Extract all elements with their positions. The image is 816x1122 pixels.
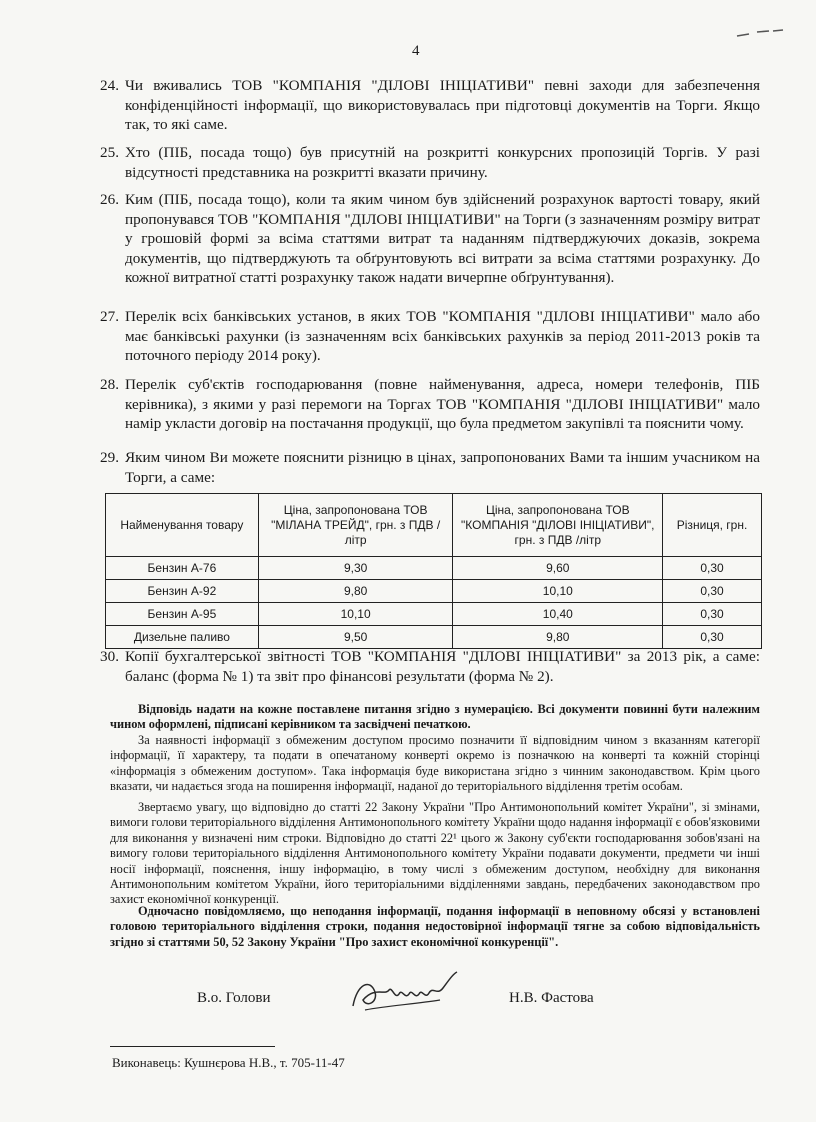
cell-price-milana: 9,80 [258, 580, 453, 603]
notice-paragraph-1: За наявності інформації з обмеженим доступом просимо позначити її відповідним чином з вказанням категорії інформації, її характеру, та подати в опечатаному конверті окремо із позначкою на конверті та кожній сторінці «інформація з обмеженим доступом». Така інформація буде використана згідно з чинним законодавством. Крім цього вказати, чи надається згода на поширення інформації, наданої до територіального відділення третім особам. [110, 733, 760, 794]
question-30: 30. Копії бухгалтерської звітності ТОВ "КОМПАНІЯ "ДІЛОВІ ІНІЦІАТИВИ" за 2013 рік, а саме: баланс (форма № 1) та звіт про фінансові результати (форма № 2). [100, 648, 760, 685]
cell-difference: 0,30 [663, 580, 762, 603]
question-26: 26. Ким (ПІБ, посада тощо), коли та яким чином був здійснений розрахунок вартості товару, який пропонувався ТОВ "КОМПАНІЯ "ДІЛОВІ ІНІЦІАТИВИ" на Торги (з зазначенням розміру витрат у грошовій формі за всіма статтями витрат та наданням підтверджуючих доказів, зокрема документів, що підтверджують та обґрунтовують всі витрати за всіма статтями розрахунку. До кожної витратної статті розрахунку також надати вичерпне обґрунтування). [100, 191, 760, 286]
cell-price-dilovi: 9,80 [453, 626, 663, 649]
notice-paragraph-2: Звертаємо увагу, що відповідно до статті 22 Закону України "Про Антимонопольний комітет України", зі змінами, вимоги голови територіального відділення Антимонопольного комітету України щодо надання інформації є обов'язковими для виконання у визначені ним строки. Відповідно до статті 22¹ цього ж Закону суб'єкти господарювання зобов'язані на вимогу голови територіального відділення Антимонопольного комітету України подавати документи, предмети чи інші носії інформації, пояснення, іншу інформацію, в тому числі з обмеженим доступом, необхідну для виконання Антимонопольним комітетом України, його територіальними відділеннями завдань, передбачених законодавством про захист економічної конкуренції. [110, 800, 760, 907]
executor-info: Виконавець: Кушнєрова Н.В., т. 705-11-47 [112, 1055, 345, 1070]
page-number: 4 [412, 43, 420, 59]
signatory-name: Н.В. Фастова [509, 990, 594, 1006]
cell-product: Бензин А-76 [106, 557, 259, 580]
question-25: 25. Хто (ПІБ, посада тощо) був присутній на розкритті конкурсних пропозицій Торгів. У разі відсутності представника на розкритті вказати причину. [100, 144, 760, 181]
table-row [106, 557, 762, 580]
table-header-row [106, 494, 762, 557]
cell-price-milana: 9,50 [258, 626, 453, 649]
cell-price-dilovi: 9,60 [453, 557, 663, 580]
cell-difference: 0,30 [663, 557, 762, 580]
question-27: 27. Перелік всіх банківських установ, в яких ТОВ "КОМПАНІЯ "ДІЛОВІ ІНІЦІАТИВИ" мало або має банківські рахунки (із зазначенням всіх банківських рахунків за період 2011-2013 років та поточного періоду 2014 року). [100, 308, 760, 364]
notice-bold-intro: Відповідь надати на кожне поставлене питання згідно з нумерацією. Всі документи повинні бути належним чином оформлені, підписані керівником та засвідчені печаткою. [110, 702, 760, 732]
cell-difference: 0,30 [663, 626, 762, 649]
cell-price-milana: 10,10 [258, 603, 453, 626]
question-29: 29. Яким чином Ви можете пояснити різницю в цінах, запропонованих Вами та іншим учасником на Торги, а саме: [100, 449, 760, 486]
cell-product: Бензин А-92 [106, 580, 259, 603]
header-difference: Різниця, грн. [663, 494, 762, 557]
notice-bold-outro: Одночасно повідомляємо, що неподання інформації, подання інформації в неповному обсязі у встановлені головою територіального відділення строки, подання недостовірної інформації тягне за собою відповідальність згідно зі статтями 50, 52 Закону України "Про захист економічної конкуренції". [110, 904, 760, 949]
signatory-position: В.о. Голови [197, 990, 271, 1006]
price-comparison-table [105, 493, 762, 649]
footer-divider [110, 1046, 275, 1047]
question-24: 24. Чи вживались ТОВ "КОМПАНІЯ "ДІЛОВІ ІНІЦІАТИВИ" певні заходи для забезпечення конфіденційності інформації, що використовувалась при підготовці документів на Торги. Якщо так, то які саме. [100, 77, 760, 133]
handwritten-signature [345, 966, 465, 1021]
cell-product: Дизельне паливо [106, 626, 259, 649]
header-price-milana: Ціна, запропонована ТОВ "МІЛАНА ТРЕЙД", грн. з ПДВ /літр [258, 494, 453, 557]
question-28: 28. Перелік суб'єктів господарювання (повне найменування, адреса, номери телефонів, ПІБ керівника), з якими у разі перемоги на Торгах ТОВ "КОМПАНІЯ "ДІЛОВІ ІНІЦІАТИВИ" мало намір укласти договір на постачання продукції, що була предметом закупівлі та пояснити чому. [100, 376, 760, 432]
table-row [106, 626, 762, 649]
table-row [106, 603, 762, 626]
header-price-dilovi: Ціна, запропонована ТОВ "КОМПАНІЯ "ДІЛОВІ ІНІЦІАТИВИ", грн. з ПДВ /літр [453, 494, 663, 557]
corner-pen-mark [735, 28, 785, 40]
cell-difference: 0,30 [663, 603, 762, 626]
table-row [106, 580, 762, 603]
cell-product: Бензин А-95 [106, 603, 259, 626]
cell-price-dilovi: 10,40 [453, 603, 663, 626]
cell-price-dilovi: 10,10 [453, 580, 663, 603]
header-product: Найменування товару [106, 494, 259, 557]
cell-price-milana: 9,30 [258, 557, 453, 580]
